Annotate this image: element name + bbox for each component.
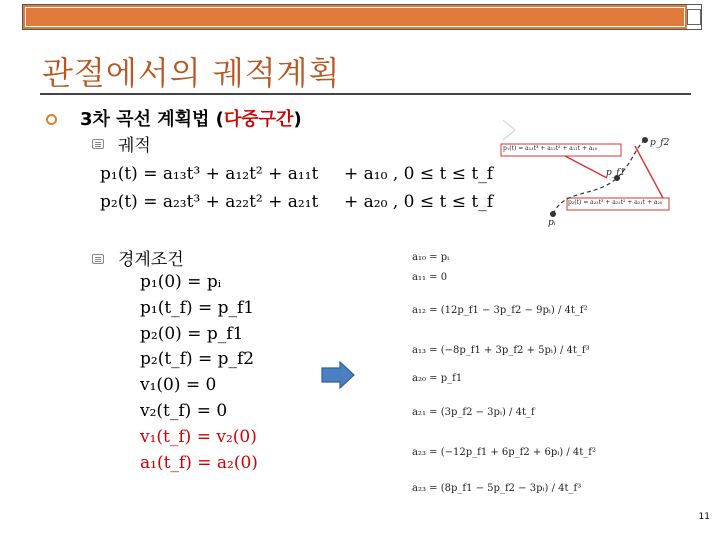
boundary-condition: p₁(0) = pᵢ xyxy=(140,272,222,292)
diagram-label-pf1: p_f1 xyxy=(606,168,626,178)
coefficient-solution: a₁₀ = pᵢ xyxy=(412,252,450,263)
ring-bullet-icon xyxy=(46,114,57,125)
boundary-condition: p₁(t_f) = p_f1 xyxy=(140,297,255,318)
title-divider xyxy=(40,93,691,95)
page-title: 관절에서의 궤적계획 xyxy=(42,54,341,92)
header-box-icon xyxy=(687,9,701,25)
sub-heading-boundary: 경계조건 xyxy=(118,250,184,270)
header-bar-fill xyxy=(23,5,687,29)
coefficient-solution: a₂₃ = (−12p_f1 + 6p_f2 + 6pᵢ) / 4t_f² xyxy=(412,447,596,458)
trajectory-diagram xyxy=(495,118,675,228)
boundary-condition: p₂(t_f) = p_f2 xyxy=(140,349,255,370)
bullet-heading-suffix: ) xyxy=(293,109,302,130)
coefficient-solution: a₂₃ = (8p_f1 − 5p_f2 − 3pᵢ) / 4t_f³ xyxy=(412,483,582,494)
boundary-condition: a₁(t_f) = a₂(0) xyxy=(140,452,258,473)
coefficient-solution: a₁₂ = (12p_f1 − 3p_f2 − 9pᵢ) / 4t_f² xyxy=(412,305,588,316)
trajectory-eq-2a: p₂(t) = a₂₃t³ + a₂₂t² + a₂₁t xyxy=(100,192,319,212)
trajectory-eq-1b: + a₁₀ , 0 ≤ t ≤ t_f xyxy=(344,164,493,184)
sub-heading-trajectory: 궤적 xyxy=(118,136,151,156)
coefficient-solution: a₁₁ = 0 xyxy=(412,272,448,283)
right-arrow-icon xyxy=(320,360,356,390)
diagram-eq-1: p₁(t) = a₁₃t³ + a₁₂t² + a₁₁t + a₁₀ xyxy=(503,145,598,152)
boundary-condition: v₂(t_f) = 0 xyxy=(140,401,228,421)
list-bullet-icon xyxy=(92,139,104,149)
boundary-condition: p₂(0) = p_f1 xyxy=(140,323,244,344)
header-bar xyxy=(22,4,702,30)
trajectory-eq-2b: + a₂₀ , 0 ≤ t ≤ t_f xyxy=(344,192,493,212)
trajectory-eq-1a: p₁(t) = a₁₃t³ + a₁₂t² + a₁₁t xyxy=(100,164,319,184)
list-bullet-icon xyxy=(92,254,104,264)
diagram-label-pf2: p_f2 xyxy=(650,138,670,148)
bullet-heading-highlight: 다중구간 xyxy=(223,109,294,130)
coefficient-solution: a₁₃ = (−8p_f1 + 3p_f2 + 5pᵢ) / 4t_f³ xyxy=(412,345,590,356)
page-number: 11 xyxy=(698,512,710,522)
bullet-heading xyxy=(80,105,302,131)
coefficient-solution: a₂₁ = (3p_f2 − 3pᵢ) / 4t_f xyxy=(412,407,535,418)
boundary-condition: v₁(t_f) = v₂(0) xyxy=(140,426,257,447)
diagram-eq-2: p₂(t) = a₂₃t³ + a₂₂t² + a₂₁t + a₂₀ xyxy=(568,199,663,206)
diagram-label-pi: pᵢ xyxy=(548,218,556,228)
boundary-condition: v₁(0) = 0 xyxy=(140,375,217,396)
coefficient-solution: a₂₀ = p_f1 xyxy=(412,373,463,384)
bullet-heading-prefix: 3차 곡선 계획법 ( xyxy=(80,109,224,130)
